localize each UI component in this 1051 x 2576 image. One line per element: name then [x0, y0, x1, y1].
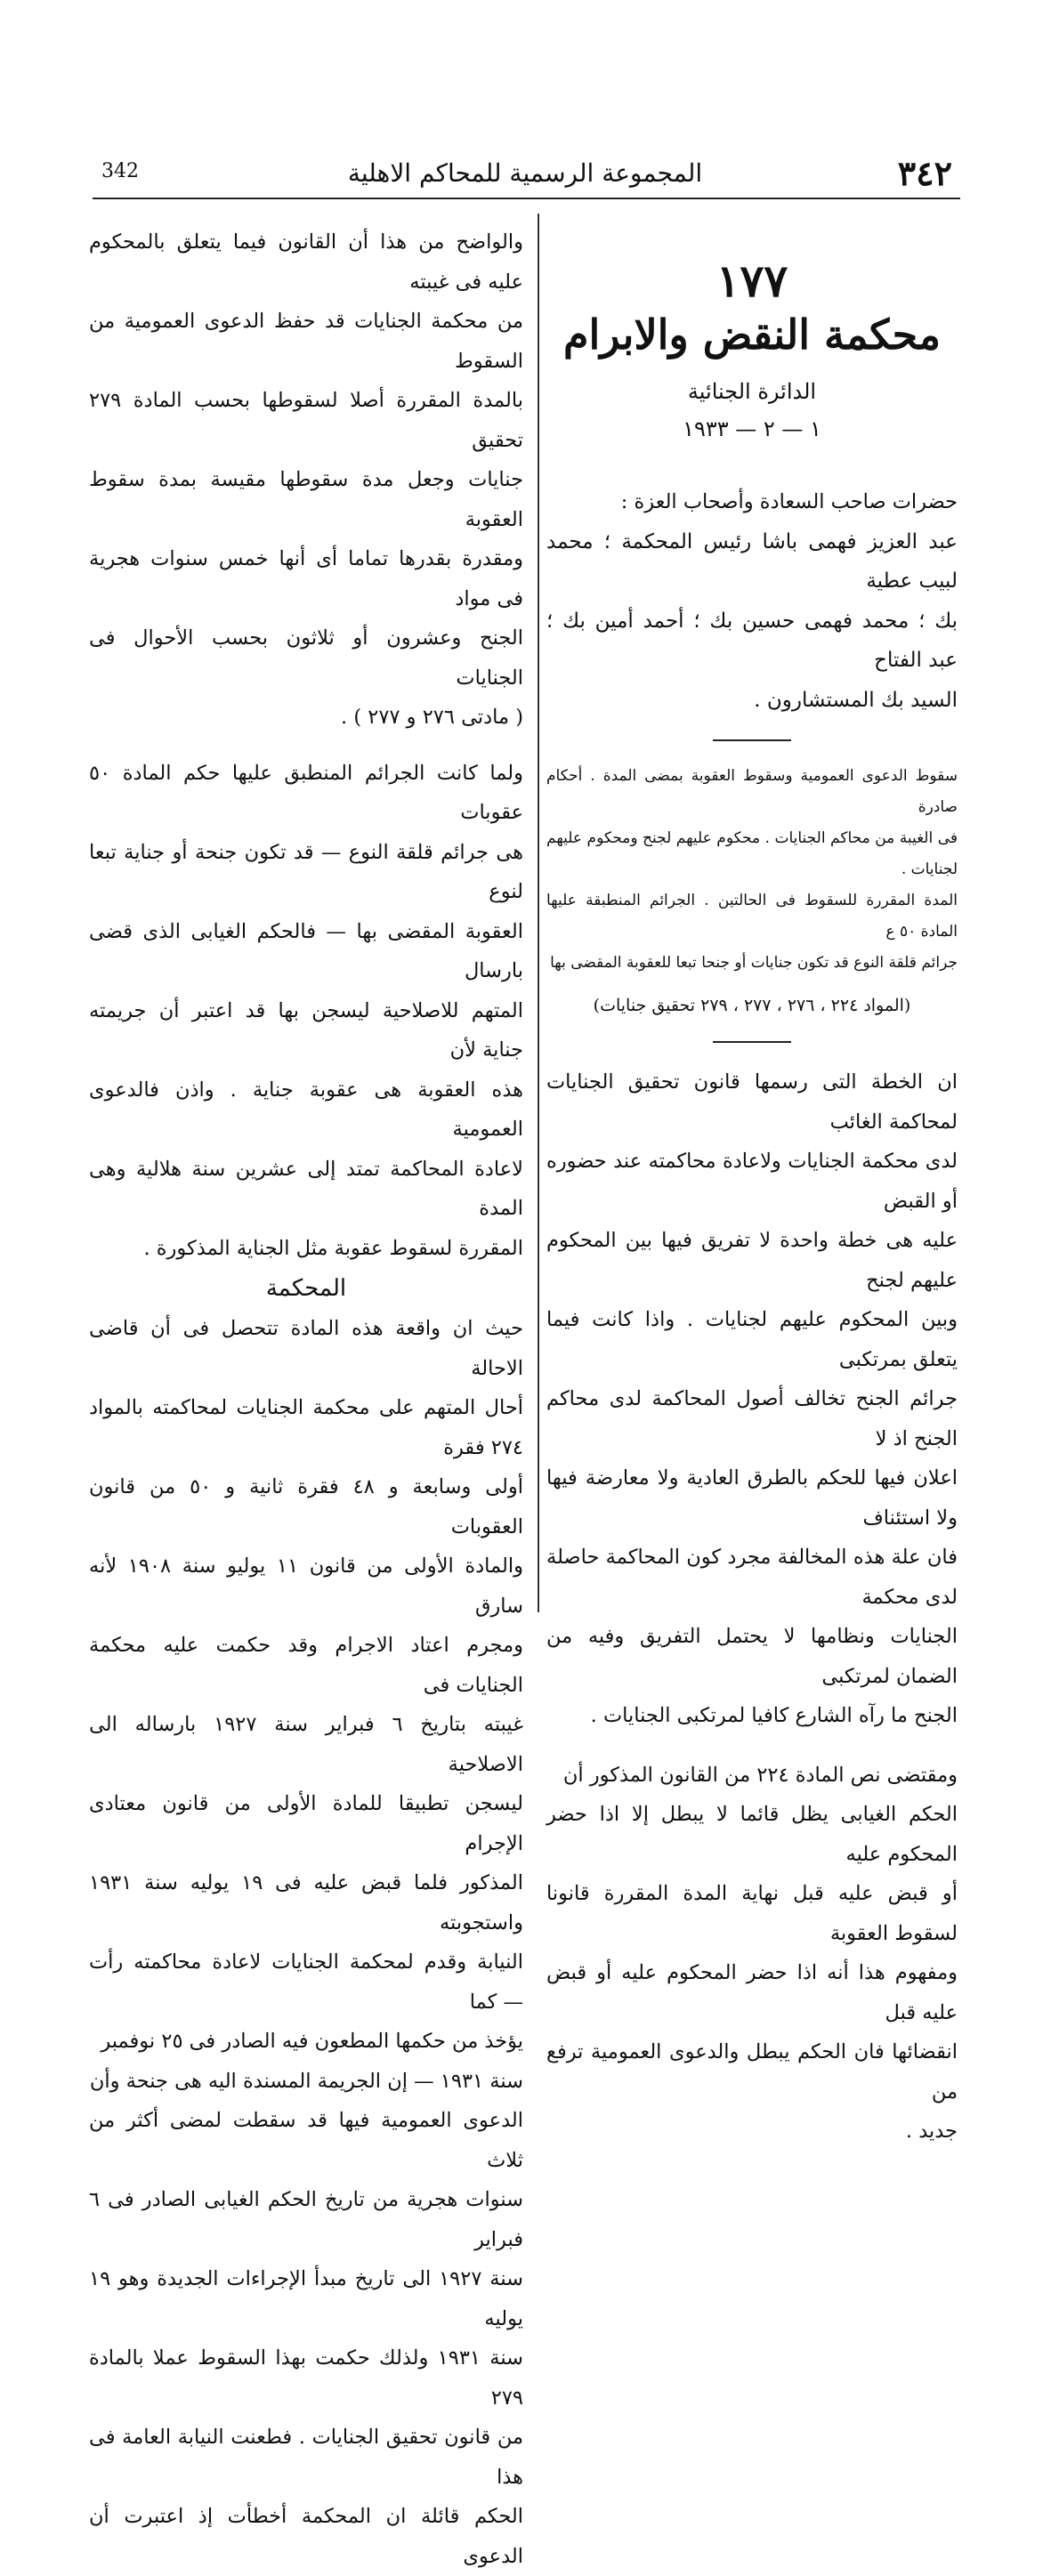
text-line: جنايات وجعل مدة سقوطها مقيسة بمدة سقوط العقوبة: [89, 468, 523, 531]
text-line: ومقدرة بقدرها تماما أى أنها خمس سنوات هجرية فى مواد: [89, 547, 523, 610]
text-line: لاعادة المحاكمة تمتد إلى عشرين سنة هلالية وهى المدة: [89, 1157, 523, 1220]
text-line: جرائم الجنح تخالف أصول المحاكمة لدى محاكم الجنح اذ لا: [546, 1387, 958, 1450]
text-line: اعلان فيها للحكم بالطرق العادية ولا معارضة فيها ولا استئناف: [546, 1466, 958, 1530]
text-line: النيابة وقدم لمحكمة الجنايات لاعادة محاكمته رأت — كما: [89, 1950, 523, 2014]
text-line: أو قبض عليه قبل نهاية المدة المقررة قانونا لسقوط العقوبة: [546, 1882, 958, 1945]
text-line: لدى محكمة الجنايات ولاعادة محاكمته عند حضوره أو القبض: [546, 1150, 958, 1213]
text-line: الجنايات ونظامها لا يحتمل التفريق وفيه من الضمان لمرتكبى: [546, 1625, 958, 1688]
judges-list: [546, 522, 958, 721]
text-line: سنوات هجرية من تاريخ الحكم الغيابى الصادر فى ٦ فبراير: [89, 2188, 523, 2251]
text-line: وبين المحكوم عليهم لجنايات . واذا كانت فيما يتعلق بمرتكبى: [546, 1308, 958, 1371]
summary-line: المدة المقررة للسقوط فى الحالتين . الجرائم المنطبقة عليها المادة ٥٠ ع: [546, 892, 958, 941]
page-number-latin: 342: [101, 160, 139, 182]
principle-paragraph-2: [546, 1756, 958, 2152]
text-line: الحكم الغيابى يظل قائما لا يبطل إلا اذا حضر المحكوم عليه: [546, 1803, 958, 1866]
text-line: المقررة لسقوط عقوبة مثل الجناية المذكورة .: [143, 1236, 523, 1260]
section-rule: [713, 739, 791, 741]
summary-line: جرائم قلقة النوع قد تكون جنايات أو جنحا تبعا للعقوبة المقضى بها: [550, 954, 958, 972]
judges-line: بك ؛ محمد فهمى حسين بك ؛ أحمد أمين بك ؛ عبد الفتاح: [546, 609, 958, 672]
text-line: جديد .: [905, 2120, 958, 2143]
text-line: غيبته بتاريخ ٦ فبراير سنة ١٩٢٧ بارساله الى الاصلاحية: [89, 1713, 523, 1776]
judges-line: السيد بك المستشارون .: [754, 688, 958, 712]
text-line: ان الخطة التى رسمها قانون تحقيق الجنايات لمحاكمة الغائب: [546, 1070, 958, 1134]
left-column: [89, 222, 523, 2576]
text-line: أولى وسابعة و ٤٨ فقرة ثانية و ٥٠ من قانون العقوبات: [89, 1475, 523, 1538]
page-header: [98, 153, 952, 193]
text-line: عليه هى خطة واحدة لا تفريق فيها بين المحكوم عليهم لجنح: [546, 1229, 958, 1292]
text-line: حيث ان واقعة هذه المادة تتحصل فى أن قاضى الاحالة: [89, 1317, 523, 1380]
journal-title: المجموعة الرسمية للمحاكم الاهلية: [347, 158, 703, 188]
right-column: [546, 222, 958, 2152]
text-line: الجنح وعشرون أو ثلاثون بحسب الأحوال فى الجنايات: [89, 626, 523, 690]
text-line: هى جرائم قلقة النوع — قد تكون جنحة أو جناية تبعا لنوع: [89, 840, 523, 903]
text-line: ومقتضى نص المادة ٢٢٤ من القانون المذكور أن: [562, 1763, 958, 1787]
circuit-name: الدائرة الجنائية: [687, 379, 817, 404]
page-number-arabic: ٣٤٢: [897, 153, 952, 193]
court-name: محكمة النقض والابرام: [563, 311, 941, 359]
summary-line: سقوط الدعوى العمومية وسقوط العقوبة بمضى المدة . أحكام صادرة: [546, 767, 958, 816]
text-line: سنة ١٩٣١ — إن الجريمة المسندة اليه هى جنحة وأن: [89, 2069, 523, 2093]
judgment-body: [89, 1309, 523, 2576]
text-line: هذه العقوبة هى عقوبة جناية . واذن فالدعوى العمومية: [89, 1078, 523, 1141]
text-line: سنة ١٩٢٧ الى تاريخ مبدأ الإجراءات الجديدة وهو ١٩ يوليه: [89, 2267, 523, 2330]
header-rule: [93, 198, 960, 199]
judges-line: عبد العزيز فهمى باشا رئيس المحكمة ؛ محمد لبيب عطية: [546, 529, 958, 593]
principle-paragraph-3: [89, 222, 523, 738]
text-line: المذكور فلما قبض عليه فى ١٩ يوليه سنة ١٩٣١ واستجوبته: [89, 1871, 523, 1934]
text-line: يؤخذ من حكمها المطعون فيه الصادر فى ٢٥ نوفمبر: [101, 2030, 523, 2053]
case-summary: [546, 761, 958, 979]
judgment-date: ١ — ٢ — ١٩٣٣: [683, 416, 821, 441]
text-line: الجنح ما رآه الشارع كافيا لمرتكبى الجنايات .: [590, 1704, 958, 1727]
principle-paragraph-4: [89, 754, 523, 1269]
text-line: والواضح من هذا أن القانون فيما يتعلق بالمحكوم عليه فى غيبته: [89, 230, 523, 294]
text-line: ومفهوم هذا أنه اذا حضر المحكوم عليه أو قبض عليه قبل: [546, 1961, 958, 2024]
text-line: انقضائها فان الحكم يبطل والدعوى العمومية ترفع من: [546, 2040, 958, 2104]
panel-intro: حضرات صاحب السعادة وأصحاب العزة :: [620, 490, 958, 513]
text-line: ولما كانت الجرائم المنطبق عليها حكم المادة ٥٠ عقوبات: [89, 761, 523, 824]
text-line: من قانون تحقيق الجنايات . فطعنت النيابة العامة فى هذا: [89, 2426, 523, 2489]
text-line: من محكمة الجنايات قد حفظ الدعوى العمومية من السقوط: [89, 310, 523, 373]
text-line: بالمدة المقررة أصلا لسقوطها بحسب المادة ٢٧٩ تحقيق: [89, 389, 523, 452]
case-number: ١٧٧: [715, 254, 788, 307]
text-line: الدعوى العمومية فيها قد سقطت لمضى أكثر من ثلاث: [89, 2109, 523, 2172]
articles-reference: (المواد ٢٢٤ ، ٢٧٦ ، ٢٧٧ ، ٢٧٩ تحقيق جنايات): [593, 996, 911, 1015]
text-line: الحكم قائلة ان المحكمة أخطأت إذ اعتبرت أن الدعوى: [89, 2505, 523, 2568]
section-rule: [713, 1041, 791, 1043]
text-line: ليسجن تطبيقا للمادة الأولى من قانون معتادى الإجرام: [89, 1792, 523, 1855]
text-line: سنة ١٩٣١ ولذلك حكمت بهذا السقوط عملا بالمادة ٢٧٩: [89, 2346, 524, 2410]
text-line: المتهم للاصلاحية ليسجن بها قد اعتبر أن جريمته جناية لأن: [89, 998, 523, 1062]
text-line: ( مادتى ٢٧٦ و ٢٧٧ ) .: [341, 706, 523, 729]
text-line: أحال المتهم على محكمة الجنايات لمحاكمته بالمواد ٢٧٤ فقرة: [89, 1396, 523, 1459]
court-section-title: المحكمة: [265, 1275, 347, 1302]
text-line: فان علة هذه المخالفة مجرد كون المحاكمة حاصلة لدى محكمة: [546, 1546, 958, 1609]
text-line: ومجرم اعتاد الاجرام وقد حكمت عليه محكمة الجنايات فى: [89, 1634, 523, 1697]
summary-line: فى الغيبة من محاكم الجنايات . محكوم عليهم لجنح ومحكوم عليهم لجنايات .: [546, 829, 958, 878]
principle-paragraph-1: [546, 1062, 958, 1736]
column-divider: [538, 214, 539, 1612]
text-line: والمادة الأولى من قانون ١١ يوليو سنة ١٩٠٨ لأنه سارق: [89, 1554, 524, 1618]
text-line: العقوبة المقضى بها — فالحكم الغيابى الذى قضى بارسال: [89, 919, 523, 982]
